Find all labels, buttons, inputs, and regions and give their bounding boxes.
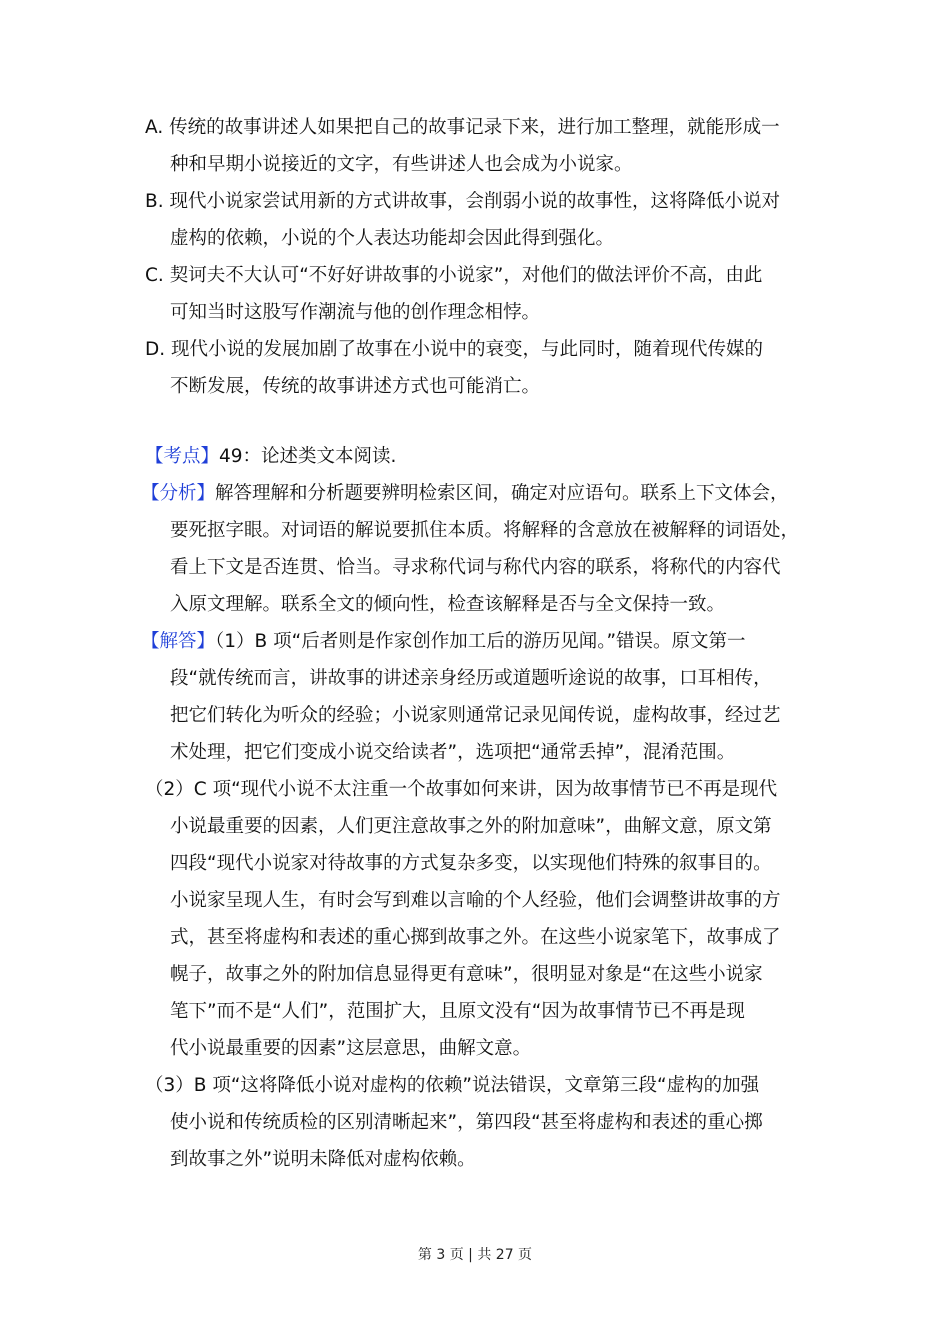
answer-text: （3）B 项“这将降低小说对虚构的依赖”说法错误，文章第三段“虚构的加强: [145, 1075, 760, 1096]
option-text: 不断发展，传统的故事讲述方式也可能消亡。: [170, 376, 541, 397]
option-text: 现代小说家尝试用新的方式讲故事，会削弱小说的故事性，这将降低小说对: [169, 191, 780, 212]
kaodian-tag: 【考点】: [145, 446, 220, 467]
option-text: 可知当时这股写作潮流与他的创作理念相悖。: [170, 302, 541, 323]
answer-text: 笔下”而不是“人们”，范围扩大，且原文没有“因为故事情节已不再是现: [170, 1001, 745, 1022]
document-body: [141, 109, 825, 1178]
option-a: [145, 109, 825, 183]
option-letter: A.: [145, 117, 164, 138]
answer-text: （2）C 项“现代小说不太注重一个故事如何来讲，因为故事情节已不再是现代: [145, 779, 778, 800]
option-b: [145, 183, 825, 257]
option-text: 虚构的依赖，小说的个人表达功能却会因此得到强化。: [170, 228, 615, 249]
option-text: 契诃夫不大认可“不好好讲故事的小说家”，对他们的做法评价不高，由此: [169, 265, 763, 286]
answer-text: 四段“现代小说家对待故事的方式复杂多变，以实现他们特殊的叙事目的。: [170, 853, 772, 874]
fenxi-text: 要死抠字眼。对词语的解说要抓住本质。将解释的含意放在被解释的词语处，: [170, 520, 800, 541]
answer-text: 小说家呈现人生，有时会写到难以言喻的个人经验，他们会调整讲故事的方: [170, 890, 781, 911]
page-footer: 第 3 页 | 共 27 页: [417, 1247, 533, 1263]
answer-text: 式，甚至将虚构和表述的重心掷到故事之外。在这些小说家笔下，故事成了: [170, 927, 781, 948]
option-d: [145, 331, 825, 405]
fenxi-tag: 【分析】: [141, 483, 216, 504]
fenxi-section: [141, 475, 825, 623]
fenxi-text: 入原文理解。联系全文的倾向性，检查该解释是否与全文保持一致。: [170, 594, 726, 615]
kaodian-section: [145, 438, 825, 475]
answer-item-2: [145, 771, 825, 1067]
jieda-text: （1）B 项“后者则是作家创作加工后的游历见闻。”错误。原文第一: [215, 631, 746, 652]
fenxi-text: 看上下文是否连贯、恰当。寻求称代词与称代内容的联系，将称代的内容代: [170, 557, 781, 578]
jieda-tag: 【解答】: [141, 631, 216, 652]
answer-text: 代小说最重要的因素”这层意思，曲解文意。: [170, 1038, 532, 1059]
answer-text: 到故事之外”说明未降低对虚构依赖。: [170, 1149, 476, 1170]
option-c: [145, 257, 825, 331]
jieda-section: [141, 623, 825, 771]
option-letter: B.: [145, 191, 164, 212]
jieda-text: 术处理，把它们变成小说交给读者”，选项把“通常丢掉”，混淆范围。: [170, 742, 736, 763]
answer-text: 使小说和传统质检的区别清晰起来”，第四段“甚至将虚构和表述的重心掷: [170, 1112, 763, 1133]
option-letter: D.: [145, 339, 166, 360]
kaodian-text: 49：论述类文本阅读.: [219, 446, 397, 467]
option-text: 现代小说的发展加剧了故事在小说中的衰变，与此同时，随着现代传媒的: [171, 339, 764, 360]
fenxi-text: 解答理解和分析题要辨明检索区间，确定对应语句。联系上下文体会，: [215, 483, 789, 504]
option-letter: C.: [145, 265, 164, 286]
jieda-text: 把它们转化为听众的经验；小说家则通常记录见闻传说，虚构故事，经过艺: [170, 705, 781, 726]
answer-text: 小说最重要的因素，人们更注意故事之外的附加意味”，曲解文意，原文第: [170, 816, 772, 837]
answer-item-3: [145, 1067, 825, 1178]
option-text: 传统的故事讲述人如果把自己的故事记录下来，进行加工整理，就能形成一: [169, 117, 780, 138]
jieda-text: 段“就传统而言，讲故事的讲述亲身经历或道题听途说的故事，口耳相传，: [170, 668, 772, 689]
option-text: 种和早期小说接近的文字，有些讲述人也会成为小说家。: [170, 154, 633, 175]
answer-text: 幌子，故事之外的附加信息显得更有意味”，很明显对象是“在这些小说家: [170, 964, 763, 985]
